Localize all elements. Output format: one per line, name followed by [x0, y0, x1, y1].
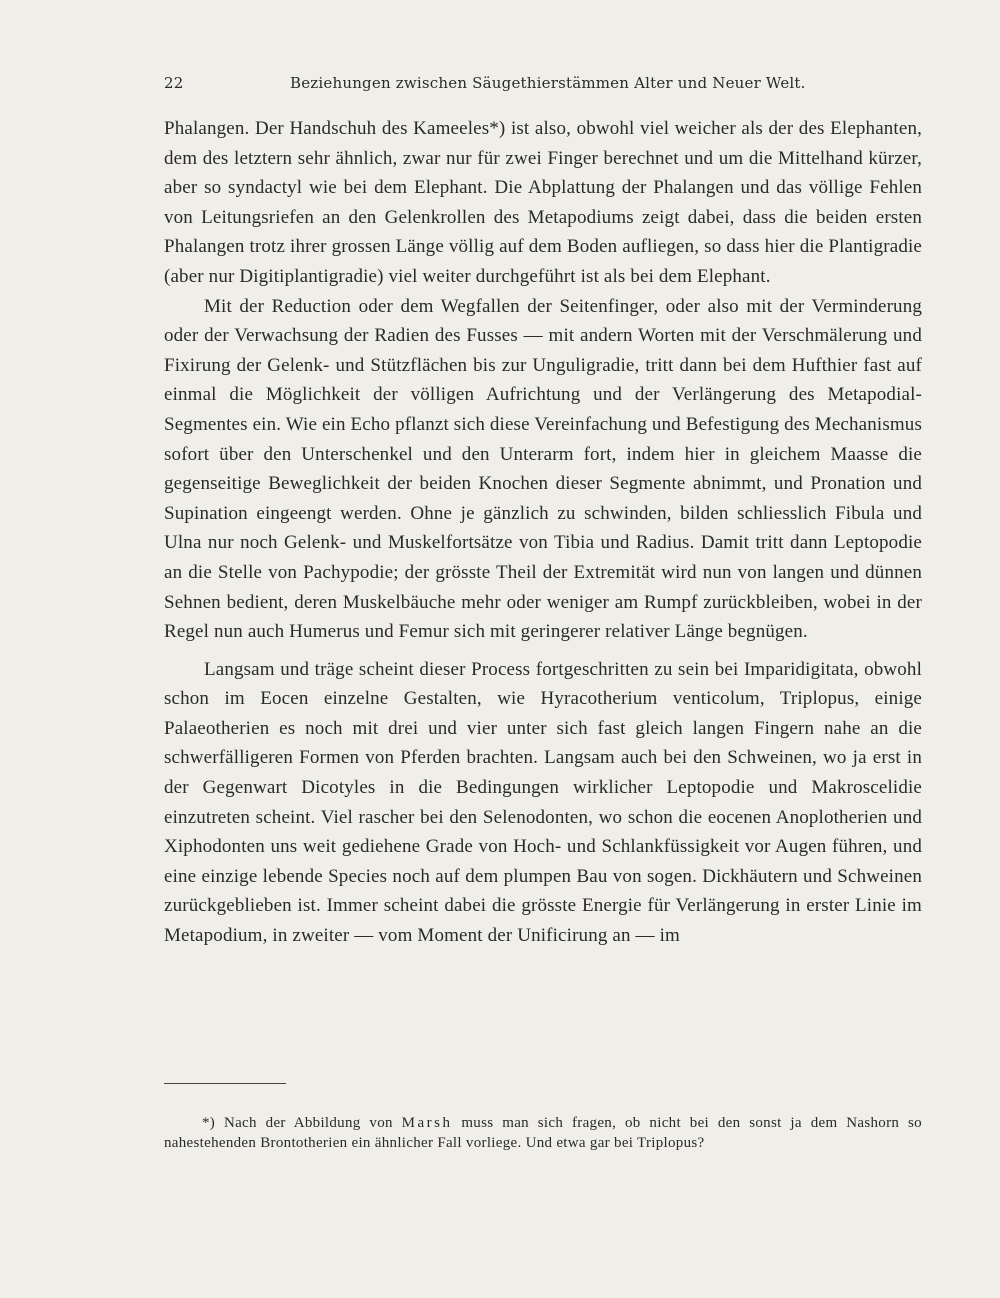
- footnote-text: [164, 1113, 922, 1153]
- footnote-text-after: muss man sich fragen, ob nicht bei den sonst ja dem Nashorn so nahestehenden Brontotherien ein ähnlicher Fall vorliege. Und etwa gar bei Triplopus?: [164, 1115, 922, 1151]
- footnote-author: Marsh: [401, 1115, 453, 1131]
- paragraph-1: Phalangen. Der Handschuh des Kameeles*) ist also, obwohl viel weicher als der des Elephanten, dem des letztern sehr ähnlich, zwar nur für zwei Finger berechnet und um die Mittelhand kürzer, aber so syndactyl wie bei dem Elephant. Die Abplattung der Phalangen und das völlige Fehlen von Leitungsriefen an den Gelenkrollen des Metapodiums zeigt dabei, dass die beiden ersten Phalangen trotz ihrer grossen Länge völlig auf dem Boden aufliegen, so dass hier die Plantigradie (aber nur Digitiplantigradie) viel weiter durchgeführt ist als bei dem Elephant.: [164, 118, 922, 287]
- footnote-text-before: Nach der Abbildung von: [223, 1115, 393, 1131]
- main-text: [164, 114, 922, 951]
- paragraph-2: Mit der Reduction oder dem Wegfallen der Seitenfinger, oder also mit der Verminderung oder der Verwachsung der Radien des Fusses — mit andern Worten mit der Verschmälerung und Fixirung der Gelenk- und Stützflächen bis zur Unguligradie, tritt dann bei dem Hufthier fast auf einmal die Möglichkeit der völligen Aufrichtung und der Verlängerung des Metapodial-Segmentes ein. Wie ein Echo pflanzt sich diese Vereinfachung und Befestigung des Mechanismus sofort über den Unterschenkel und den Unterarm fort, indem hier in gleichem Maasse die gegenseitige Beweglichkeit der beiden Knochen dieser Segmente abnimmt, und Pronation und Supination eingeengt werden. Ohne je gänzlich zu schwinden, bilden schliesslich Fibula und Ulna nur noch Gelenk- und Muskelfortsätze von Tibia und Radius. Damit tritt dann Leptopodie an die Stelle von Pachypodie; der grösste Theil der Extremität wird nun von langen und dünnen Sehnen bedient, deren Muskelbäuche mehr oder weniger am Rumpf zurückbleiben, wobei in der Regel nun auch Humerus und Femur sich mit geringerer relativer Länge begnügen.: [164, 295, 922, 643]
- running-title: Beziehungen zwischen Säugethierstämmen Alter und Neuer Welt.: [290, 74, 806, 92]
- paragraph-3: Langsam und träge scheint dieser Process fortgeschritten zu sein bei Imparidigitata, obwohl schon im Eocen einzelne Gestalten, wie Hyracotherium venticolum, Triplopus, einige Palaeotherien es noch mit drei und vier unter sich fast gleich langen Fingern nahe an die schwerfälligeren Formen von Pferden brachten. Langsam auch bei den Schweinen, wo ja erst in der Gegenwart Dicotyles in die Bedingungen wirklicher Leptopodie und Makroscelidie einzutreten scheint. Viel rascher bei den Selenodonten, wo schon die eocenen Anoplotherien und Xiphodonten uns weit gediehene Grade von Hoch- und Schlankfüssigkeit vor Augen führen, und eine einzige lebende Species noch auf dem plumpen Bau von sogen. Dickhäutern und Schweinen zurückgeblieben ist. Immer scheint dabei die grösste Energie für Verlängerung in erster Linie im Metapodium, in zweiter — vom Moment der Unificirung an — im: [164, 658, 922, 947]
- page-header: [164, 74, 922, 98]
- footnote-marker: *): [202, 1115, 216, 1131]
- footnote-divider: [164, 1083, 286, 1084]
- page-number: 22: [164, 74, 184, 92]
- footnote: [164, 1113, 922, 1153]
